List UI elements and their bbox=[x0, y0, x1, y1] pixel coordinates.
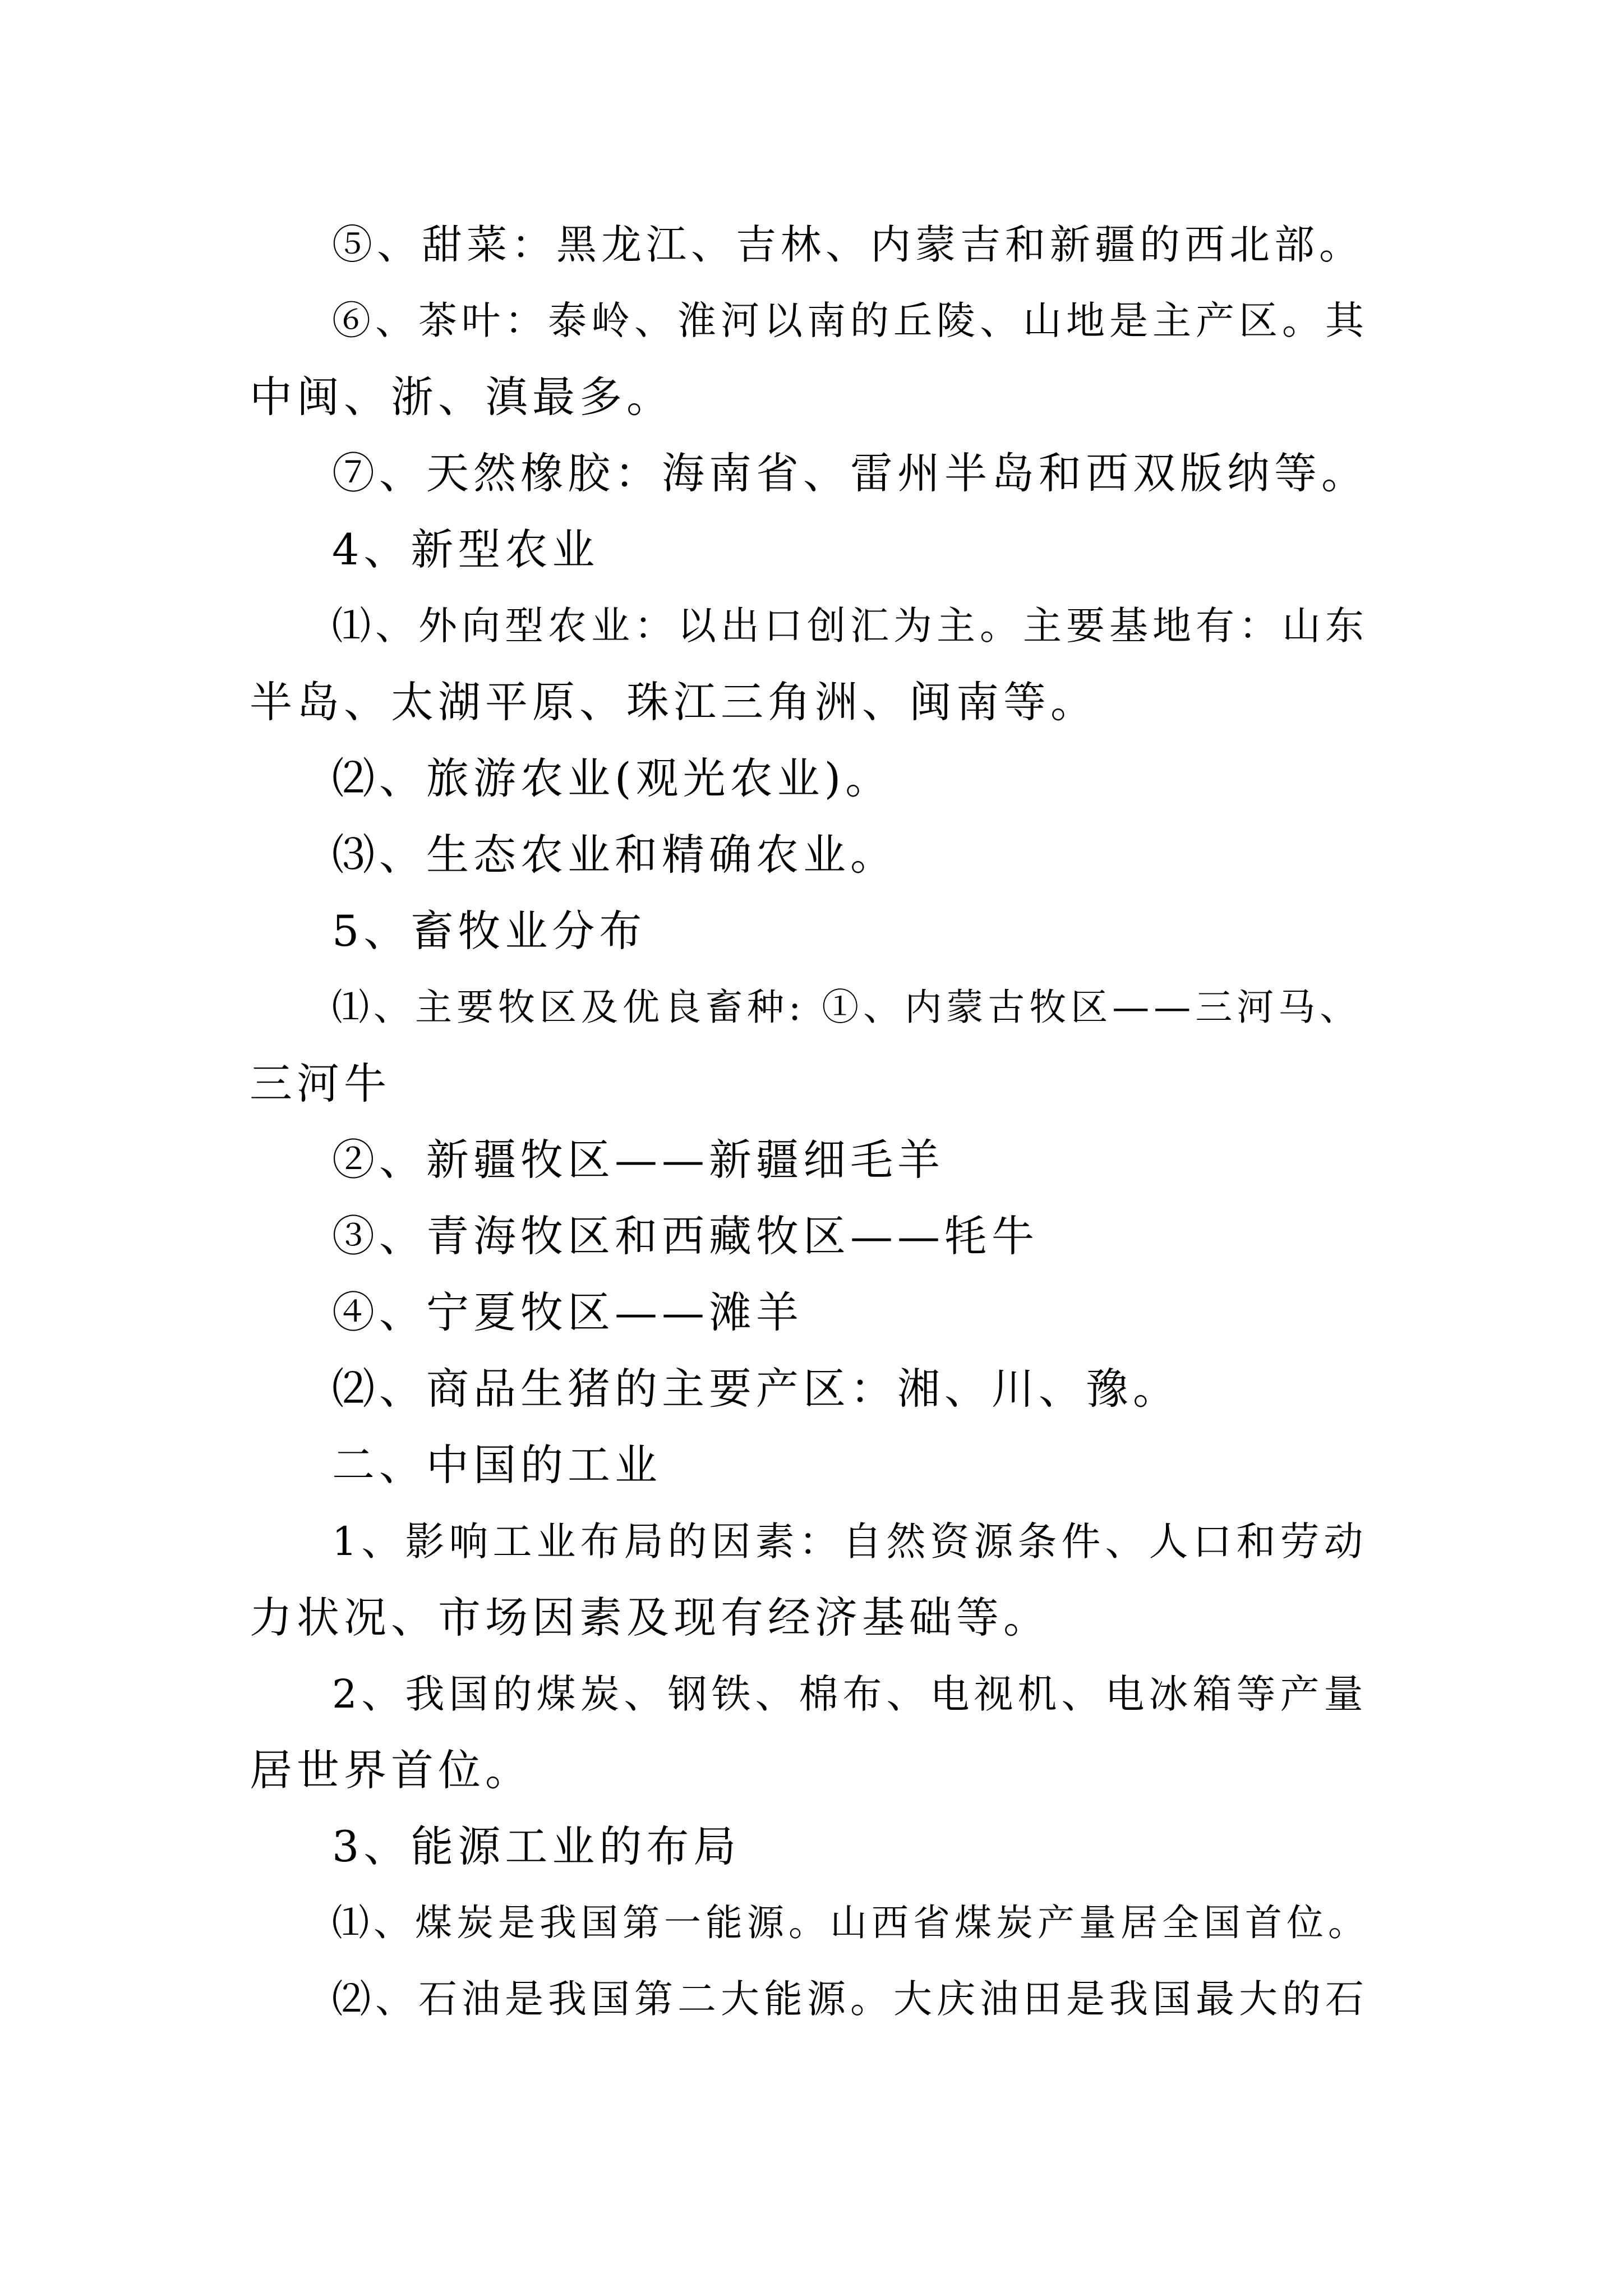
section-heading: 4、新型农业 bbox=[332, 524, 600, 574]
text-line: ⑴、外向型农业：以出口创汇为主。主要基地有：山东 bbox=[332, 604, 1368, 648]
text-line: 三河牛 bbox=[250, 1059, 391, 1108]
text-line: 居世界首位。 bbox=[250, 1745, 532, 1795]
text-line: 半岛、太湖平原、珠江三角洲、闽南等。 bbox=[250, 677, 1098, 727]
text-line: ⑵、商品生猪的主要产区：湘、川、豫。 bbox=[332, 1364, 1180, 1414]
text-line: ⑵、石油是我国第二大能源。大庆油田是我国最大的石 bbox=[332, 1977, 1368, 2022]
text-line: 中闽、浙、滇最多。 bbox=[250, 372, 674, 422]
text-line: 2、我国的煤炭、钢铁、棉布、电视机、电冰箱等产量 bbox=[332, 1671, 1368, 1717]
text-line: ⑶、生态农业和精确农业。 bbox=[332, 830, 897, 880]
text-line: ⑤、甜菜：黑龙江、吉林、内蒙吉和新疆的西北部。 bbox=[332, 221, 1364, 268]
text-line: ⑴、煤炭是我国第一能源。山西省煤炭产量居全国首位。 bbox=[332, 1901, 1370, 1944]
text-line: ②、新疆牧区——新疆细毛羊 bbox=[332, 1135, 944, 1185]
text-line: ⑵、旅游农业(观光农业)。 bbox=[332, 753, 893, 803]
text-line: ④、宁夏牧区——滩羊 bbox=[332, 1287, 803, 1337]
section-heading: 5、畜牧业分布 bbox=[332, 906, 647, 956]
text-line: 力状况、市场因素及现有经济基础等。 bbox=[250, 1593, 1050, 1642]
text-line: ⑦、天然橡胶：海南省、雷州半岛和西双版纳等。 bbox=[332, 448, 1368, 498]
text-line: ⑥、茶叶：泰岭、淮河以南的丘陵、山地是主产区。其 bbox=[332, 298, 1368, 343]
section-heading: 二、中国的工业 bbox=[332, 1440, 662, 1490]
text-line: 1、影响工业布局的因素：自然资源条件、人口和劳动 bbox=[332, 1519, 1368, 1565]
text-line: ⑴、主要牧区及优良畜种: ①、内蒙古牧区——三河马、 bbox=[332, 986, 1362, 1029]
text-line: ③、青海牧区和西藏牧区——牦牛 bbox=[332, 1211, 1039, 1261]
section-heading: 3、能源工业的布局 bbox=[332, 1821, 741, 1871]
